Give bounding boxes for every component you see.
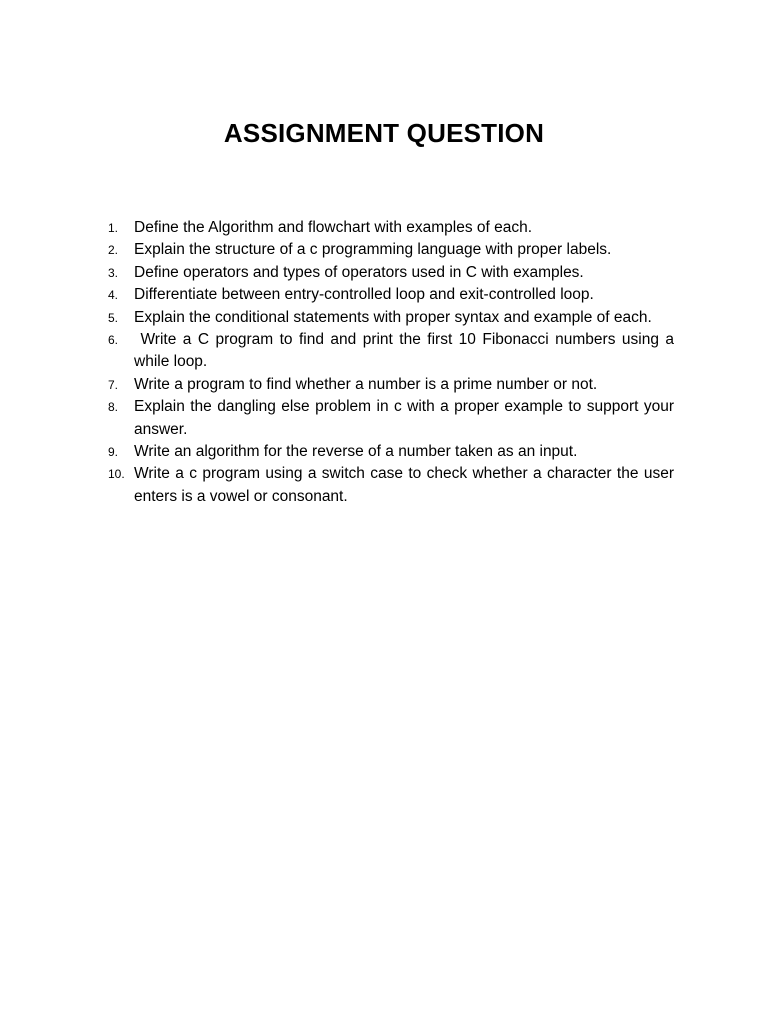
question-item	[108, 463, 674, 508]
question-number: 10.	[108, 467, 125, 482]
question-item	[108, 441, 674, 463]
question-text: Write a C program to find and print the first 10 Fibonacci numbers using a while loop.	[134, 331, 674, 371]
question-list	[108, 217, 674, 508]
question-text: Differentiate between entry-controlled loop and exit-controlled loop.	[134, 286, 594, 304]
question-number: 2.	[108, 243, 119, 258]
question-item	[108, 374, 674, 396]
question-item	[108, 284, 674, 306]
question-number: 6.	[108, 333, 119, 348]
question-text: Write a c program using a switch case to check whether a character the user enters is a vowel or consonant.	[134, 465, 674, 505]
question-item	[108, 396, 674, 441]
document-title: ASSIGNMENT QUESTION	[223, 118, 545, 148]
question-text: Write an algorithm for the reverse of a number taken as an input.	[134, 443, 578, 461]
question-item	[108, 239, 674, 261]
question-number: 8.	[108, 400, 119, 415]
question-text: Write a program to find whether a number is a prime number or not.	[134, 375, 598, 393]
question-text: Explain the dangling else problem in c with a proper example to support your answer.	[134, 398, 674, 438]
question-text: Explain the conditional statements with proper syntax and example of each.	[134, 308, 652, 326]
question-number: 5.	[108, 310, 119, 325]
question-number: 9.	[108, 445, 119, 460]
question-item	[108, 262, 674, 284]
question-item	[108, 217, 674, 239]
question-text: Define the Algorithm and flowchart with examples of each.	[134, 219, 533, 236]
question-text: Define operators and types of operators used in C with examples.	[134, 263, 584, 281]
question-number: 3.	[108, 265, 119, 280]
question-item	[108, 329, 674, 374]
question-number: 4.	[108, 288, 119, 303]
question-number: 7.	[108, 377, 119, 392]
question-item	[108, 307, 674, 329]
question-text: Explain the structure of a c programming language with proper labels.	[134, 241, 612, 259]
question-number: 1.	[108, 221, 119, 235]
